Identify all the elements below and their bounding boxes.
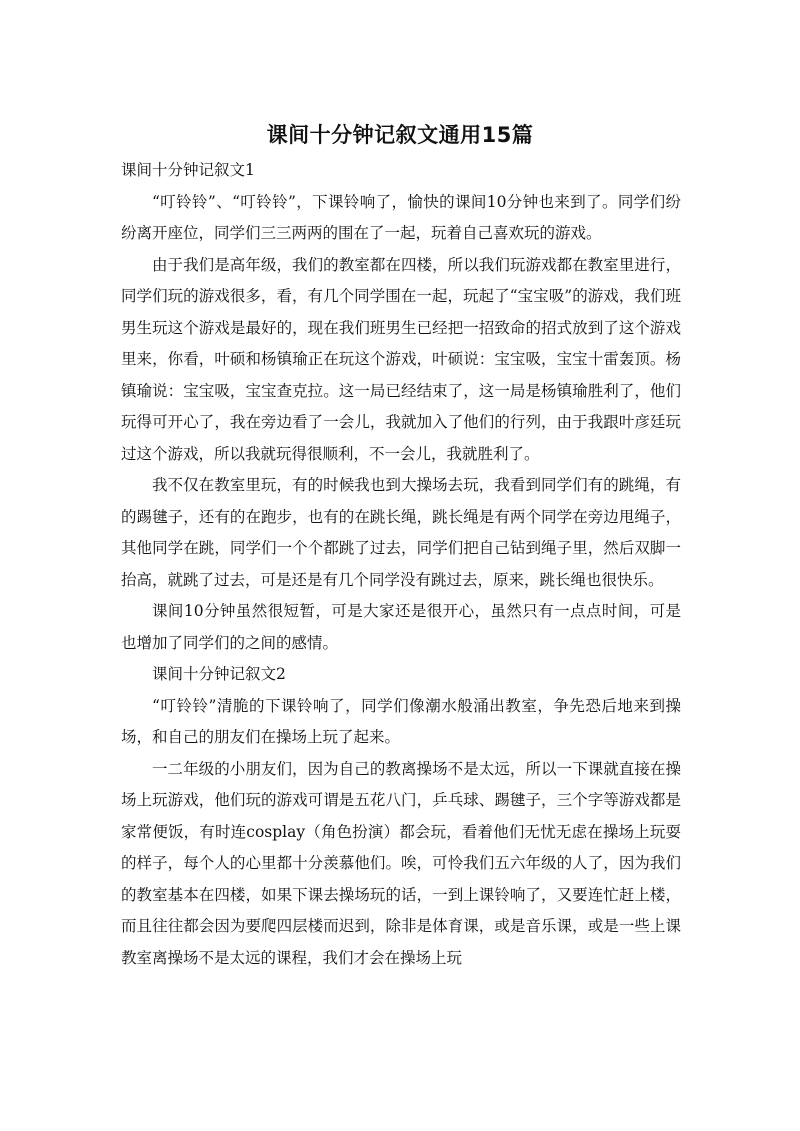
paragraph: 我不仅在教室里玩，有的时候我也到大操场去玩，我看到同学们有的跳绳，有的踢毽子，还有的在跑步，也有的在跳长绳，跳长绳是有两个同学在旁边甩绳子，其他同学在跳，同学们一个个都跳了过去，同学们把自己钻到绳子里，然后双脚一抬高，就跳了过去，可是还是有几个同学没有跳过去，原来，跳长绳也很快乐。 [121, 476, 681, 589]
paragraph: “叮铃铃”、“叮铃铃”，下课铃响了，愉快的课间10分钟也来到了。同学们纷纷离开座位，同学们三三两两的围在了一起，玩着自己喜欢玩的游戏。 [121, 192, 681, 242]
paragraph: 由于我们是高年级，我们的教室都在四楼，所以我们玩游戏都在教室里进行，同学们玩的游戏很多，看，有几个同学围在一起，玩起了“宝宝吸”的游戏，我们班男生玩这个游戏是最好的，现在我们班男生已经把一招致命的招式放到了这个游戏里来，你看，叶硕和杨镇瑜正在玩这个游戏，叶硕说：宝宝吸，宝宝十雷轰顶。杨镇瑜说：宝宝吸，宝宝查克拉。这一局已经结束了，这一局是杨镇瑜胜利了，他们玩得可开心了，我在旁边看了一会儿，我就加入了他们的行列，由于我跟叶彦廷玩过这个游戏，所以我就玩得很顺利，不一会儿，我就胜利了。 [121, 255, 681, 463]
paragraph: “叮铃铃”清脆的下课铃响了，同学们像潮水般涌出教室，争先恐后地来到操场，和自己的朋友们在操场上玩了起来。 [121, 696, 681, 746]
document-body [121, 155, 681, 974]
section-heading: 课间十分钟记叙文2 [152, 665, 286, 683]
section-heading: 课间十分钟记叙文1 [121, 161, 255, 179]
document-title: 课间十分钟记叙文通用15篇 [266, 123, 534, 147]
paragraph: 课间10分钟虽然很短暂，可是大家还是很开心，虽然只有一点点时间，可是也增加了同学们的之间的感情。 [121, 602, 681, 652]
paragraph: 一二年级的小朋友们，因为自己的教离操场不是太远，所以一下课就直接在操场上玩游戏，他们玩的游戏可谓是五花八门，乒乓球、踢毽子，三个字等游戏都是家常便饭，有时连cosplay（角色扮演）都会玩，看着他们无忧无虑在操场上玩耍的样子，每个人的心里都十分羡慕他们。唉，可怜我们五六年级的人了，因为我们的教室基本在四楼，如果下课去操场玩的话，一到上课铃响了，又要连忙赶上楼，而且往往都会因为要爬四层楼而迟到，除非是体育课，或是音乐课，或是一些上课教室离操场不是太远的课程，我们才会在操场上玩 [121, 759, 681, 967]
